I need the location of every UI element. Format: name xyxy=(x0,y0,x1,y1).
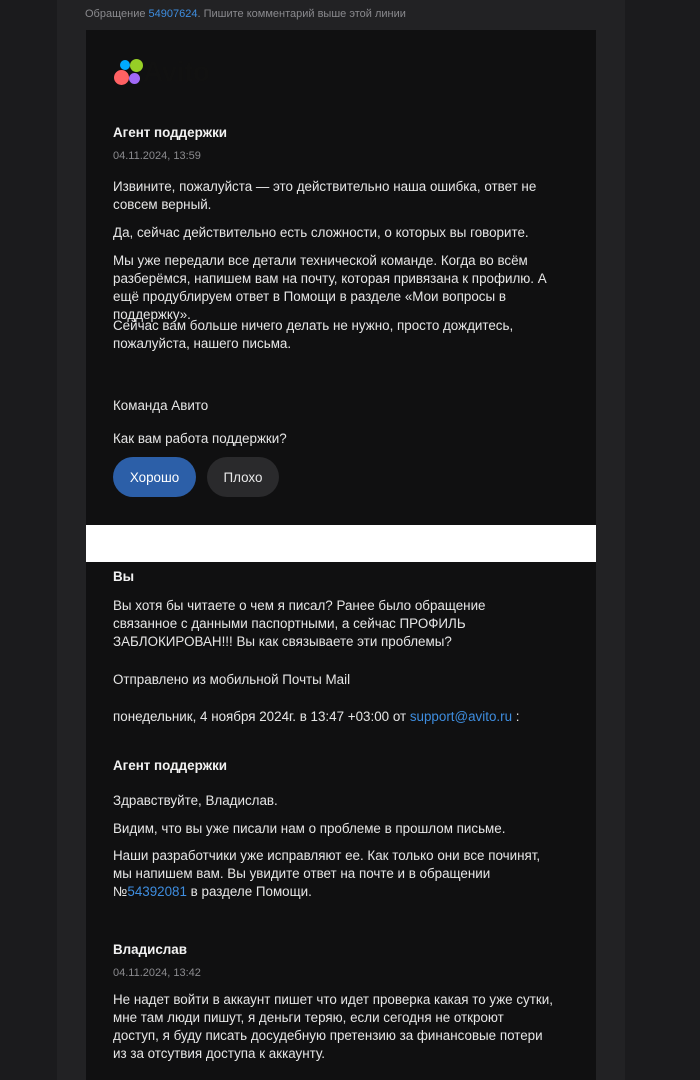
quoted-p2-start: Наши разработчики уже исправляют ее. Как только они все починят, мы напишем вам. Вы увидите ответ на почте и в обращении № xyxy=(113,848,541,899)
agent-paragraph-2: Да, сейчас действительно есть сложности, о которых вы говорите. xyxy=(113,225,529,240)
agent-signature: Команда Авито xyxy=(113,398,209,413)
support-email-link[interactable]: support@avito.ru xyxy=(409,709,513,724)
quoted-agent-author: Агент поддержки xyxy=(113,758,228,773)
agent-paragraph-3: Мы уже передали все детали технической команде. Когда во всём разберёмся, напишем вам на почту, которая привязана к профилю. А ещё продублируем ответ в Помощи в разделе «Мои вопросы в поддержку». xyxy=(113,253,547,322)
quoted-p2-end: в разделе Помощи. xyxy=(186,884,312,899)
ticket-link[interactable]: 54392081 xyxy=(127,884,187,899)
logo-dot-pink xyxy=(114,70,129,85)
rate-good-button[interactable]: Хорошо xyxy=(113,457,196,497)
quoted-paragraph-1: Видим, что вы уже писали нам о проблеме в прошлом письме. xyxy=(113,821,506,836)
user-message-text: Вы хотя бы читаете о чем я писал? Ранее было обращение связанное с данными паспортными, а сейчас ПРОФИЛЬ ЗАБЛОКИРОВАН!!! Вы как связываете эти проблемы? xyxy=(113,598,486,649)
agent-paragraph-1: Извините, пожалуйста — это действительно наша ошибка, ответ не совсем верный. xyxy=(113,179,537,212)
logo-text: Avito xyxy=(143,56,210,87)
rating-question: Как вам работа поддержки? xyxy=(113,431,287,446)
agent-author: Агент поддержки xyxy=(113,125,228,140)
quote-prefix: понедельник, 4 ноября 2024г. в 13:47 +03:00 от xyxy=(113,709,407,724)
quote-line xyxy=(113,708,553,726)
rate-bad-button[interactable]: Плохо xyxy=(207,457,279,497)
ticket-number-link[interactable]: 54907624 xyxy=(148,8,198,20)
vladislav-text: Не надет войти в аккаунт пишет что идет проверка какая то уже сутки, мне там люди пишут, я деньги теряю, если сегодня не откроют доступ, я буду писать досудебную претензию за финансовые потери из за отсутвия доступа к аккаунту. xyxy=(113,992,553,1061)
agent-date: 04.11.2024, 13:59 xyxy=(113,150,201,162)
vladislav-author: Владислав xyxy=(113,942,187,957)
ticket-suffix: . Пишите комментарий выше этой линии xyxy=(197,8,406,20)
ticket-prefix: Обращение xyxy=(85,8,146,20)
logo-dot-blue xyxy=(120,60,130,70)
quoted-greeting: Здравствуйте, Владислав. xyxy=(113,793,278,808)
vladislav-date: 04.11.2024, 13:42 xyxy=(113,967,201,979)
sent-from: Отправлено из мобильной Почты Mail xyxy=(113,672,351,687)
quoted-paragraph-2 xyxy=(113,847,553,901)
ticket-header xyxy=(85,8,406,20)
user-author: Вы xyxy=(113,569,135,584)
quote-suffix: : xyxy=(515,709,520,724)
agent-paragraph-4: Сейчас вам больше ничего делать не нужно, просто дождитесь, пожалуйста, нашего письма. xyxy=(113,318,514,351)
logo-dot-green xyxy=(130,59,143,72)
logo-dot-purple xyxy=(129,73,140,84)
separator-band xyxy=(86,525,596,562)
